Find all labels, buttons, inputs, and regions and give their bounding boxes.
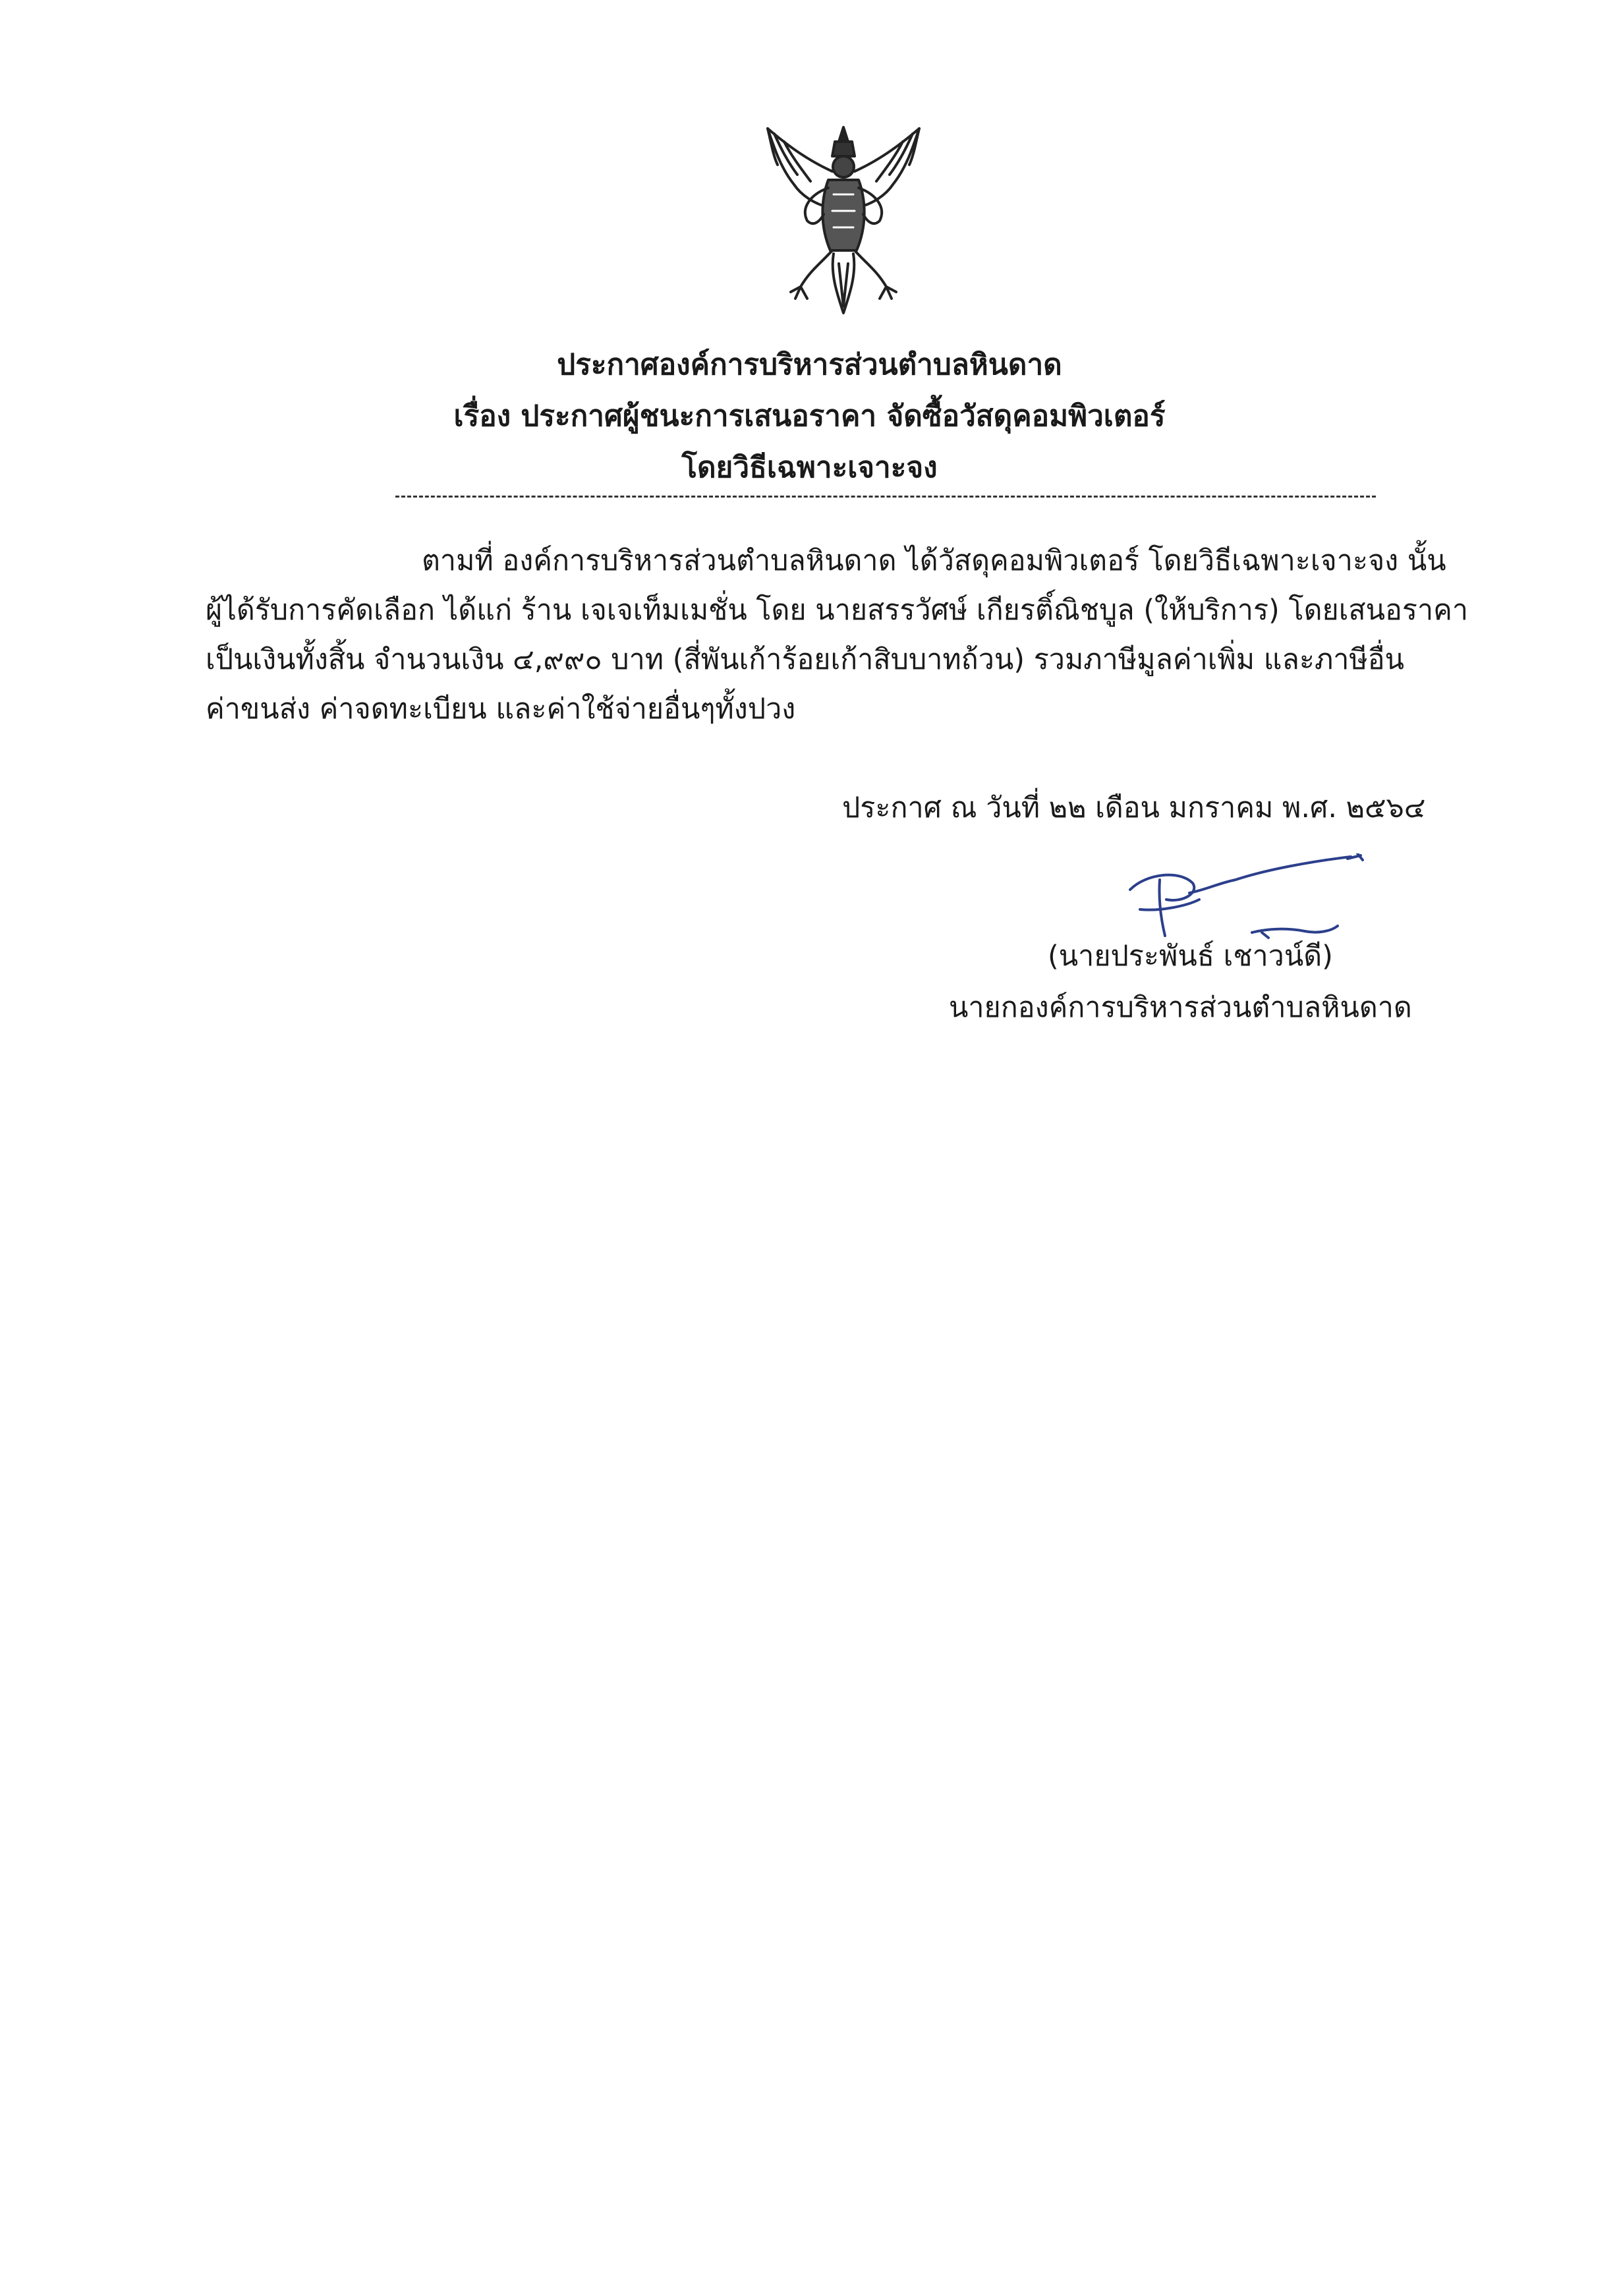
garuda-emblem-icon <box>754 122 932 320</box>
body-line-1: ตามที่ องค์การบริหารส่วนตำบลหินดาด ได้วัสดุคอมพิวเตอร์ โดยวิธีเฉพาะเจาะจง นั้น <box>422 544 1446 577</box>
header-divider <box>395 496 1376 498</box>
procurement-method: โดยวิธีเฉพาะเจาะจง <box>681 451 938 484</box>
signatory-position: นายกองค์การบริหารส่วนตำบลหินดาด <box>949 991 1412 1024</box>
announcement-title: ประกาศองค์การบริหารส่วนตำบลหินดาด <box>557 348 1062 382</box>
signature-mark <box>1120 853 1377 952</box>
body-line-4: ค่าขนส่ง ค่าจดทะเบียน และค่าใช้จ่ายอื่นๆทั้งปวง <box>206 693 796 726</box>
body-line-3: เป็นเงินทั้งสิ้น จำนวนเงิน ๔,๙๙๐ บาท (สี่พันเก้าร้อยเก้าสิบบาทถ้วน) รวมภาษีมูลค่าเพิ่ม และภาษีอื่น <box>206 643 1404 676</box>
announcement-subject: เรื่อง ประกาศผู้ชนะการเสนอราคา จัดซื้อวัสดุคอมพิวเตอร์ <box>453 399 1166 433</box>
signatory-name: (นายประพันธ์ เชาวน์ดี) <box>1048 940 1333 973</box>
announcement-date: ประกาศ ณ วันที่ ๒๒ เดือน มกราคม พ.ศ. ๒๕๖๔ <box>842 791 1426 824</box>
body-line-2: ผู้ได้รับการคัดเลือก ได้แก่ ร้าน เจเจเท็มเมชั่น โดย นายสรรวัศษ์ เกียรติ์ณิชบูล (ให้บริการ) โดยเสนอราคา <box>206 594 1469 627</box>
